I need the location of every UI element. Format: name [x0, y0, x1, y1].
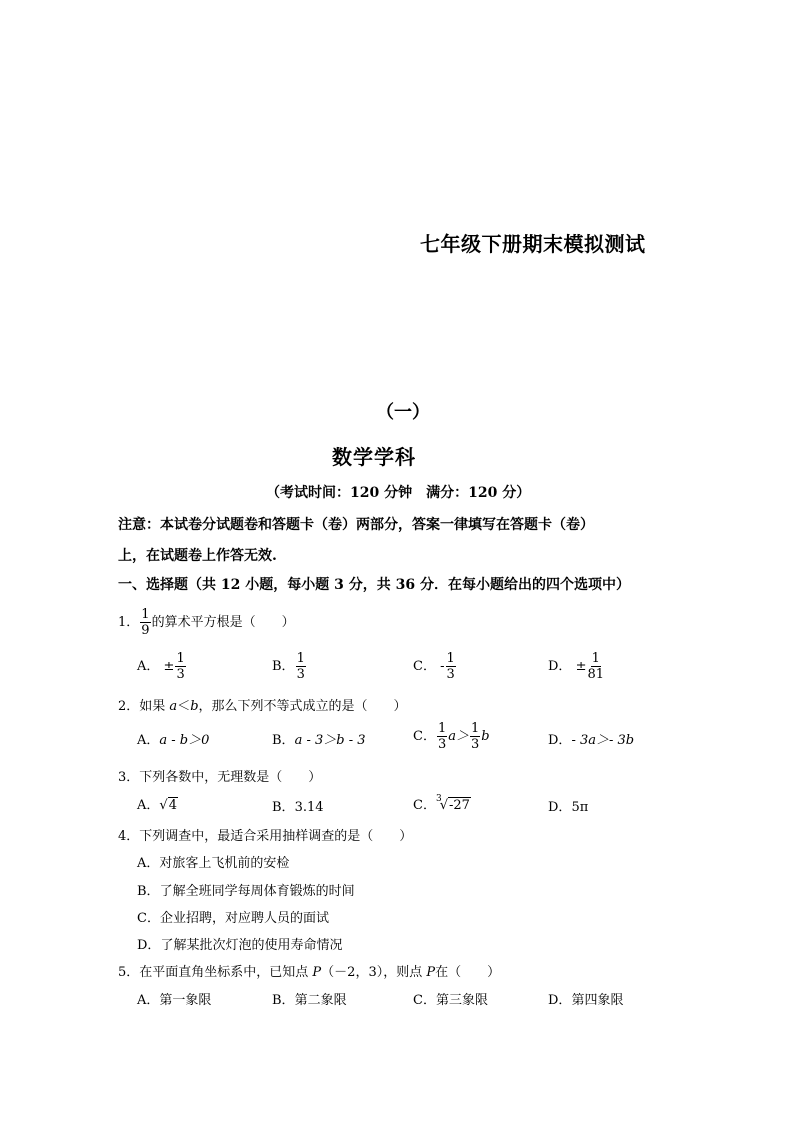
option-d: D．第四象限: [548, 993, 624, 1008]
option-d: D．5π: [548, 800, 589, 815]
option-a: A． ± $\frac{1}{3}$: [137, 651, 185, 682]
option-c: C． - $\frac{1}{3}$: [413, 651, 455, 682]
sqrt-symbol: √4: [159, 798, 177, 813]
option-c: C．第三象限: [413, 993, 488, 1008]
option-b: B．a - 3＞b - 3: [272, 733, 366, 748]
option-a: A．√4: [137, 798, 177, 813]
notice-line-2: 上，在试题卷上作答无效.: [118, 548, 277, 564]
exam-subject: 数学学科: [332, 445, 416, 469]
option-b: B． $\frac{1}{3}$: [272, 651, 305, 682]
option-c: C． $\frac{1}{3}$ a＞ $\frac{1}{3}$ b: [413, 721, 490, 752]
option-d: D．- 3a＞- 3b: [548, 733, 635, 748]
section-heading: 一、选择题（共 12 小题，每小题 3 分，共 36 分．在每小题给出的四个选项中）: [118, 577, 630, 593]
option-b: B．第二象限: [272, 993, 347, 1008]
option-c: C．企业招聘，对应聘人员的面试: [137, 911, 329, 926]
question-4: 4．下列调查中，最适合采用抽样调查的是（ ）: [118, 829, 413, 844]
option-a: A．对旅客上飞机前的安检: [137, 856, 290, 871]
question-stem: 的算术平方根是（ ）: [151, 615, 295, 630]
option-d: D．了解某批次灯泡的使用寿命情况: [137, 938, 343, 953]
fraction: $\frac{1}{9}$: [141, 607, 150, 638]
option-a: A．a - b＞0: [137, 733, 210, 748]
option-d: D． ± $\frac{1}{81}$: [548, 651, 605, 682]
cube-root-symbol: √-27: [439, 798, 470, 813]
question-number: 1．: [118, 615, 140, 630]
question-2: 2．如果 a＜b，那么下列不等式成立的是（ ）: [118, 699, 407, 714]
option-a: A．第一象限: [137, 993, 212, 1008]
exam-title: 七年级下册期末模拟测试: [420, 232, 646, 256]
option-b: B．3.14: [272, 800, 324, 815]
option-c: C．$^3$√-27: [413, 794, 470, 813]
notice-line-1: 注意：本试卷分试题卷和答题卡（卷）两部分，答案一律填写在答题卡（卷）: [118, 517, 594, 533]
question-1: [118, 608, 295, 637]
question-5: 5．在平面直角坐标系中，已知点 P（－2，3），则点 P在（ ）: [118, 965, 501, 980]
question-3: 3．下列各数中，无理数是（ ）: [118, 770, 322, 785]
option-b: B．了解全班同学每周体育锻炼的时间: [137, 884, 355, 899]
exam-volume: （一）: [376, 402, 430, 423]
exam-time-info: （考试时间：120 分钟 满分：120 分）: [266, 485, 531, 501]
